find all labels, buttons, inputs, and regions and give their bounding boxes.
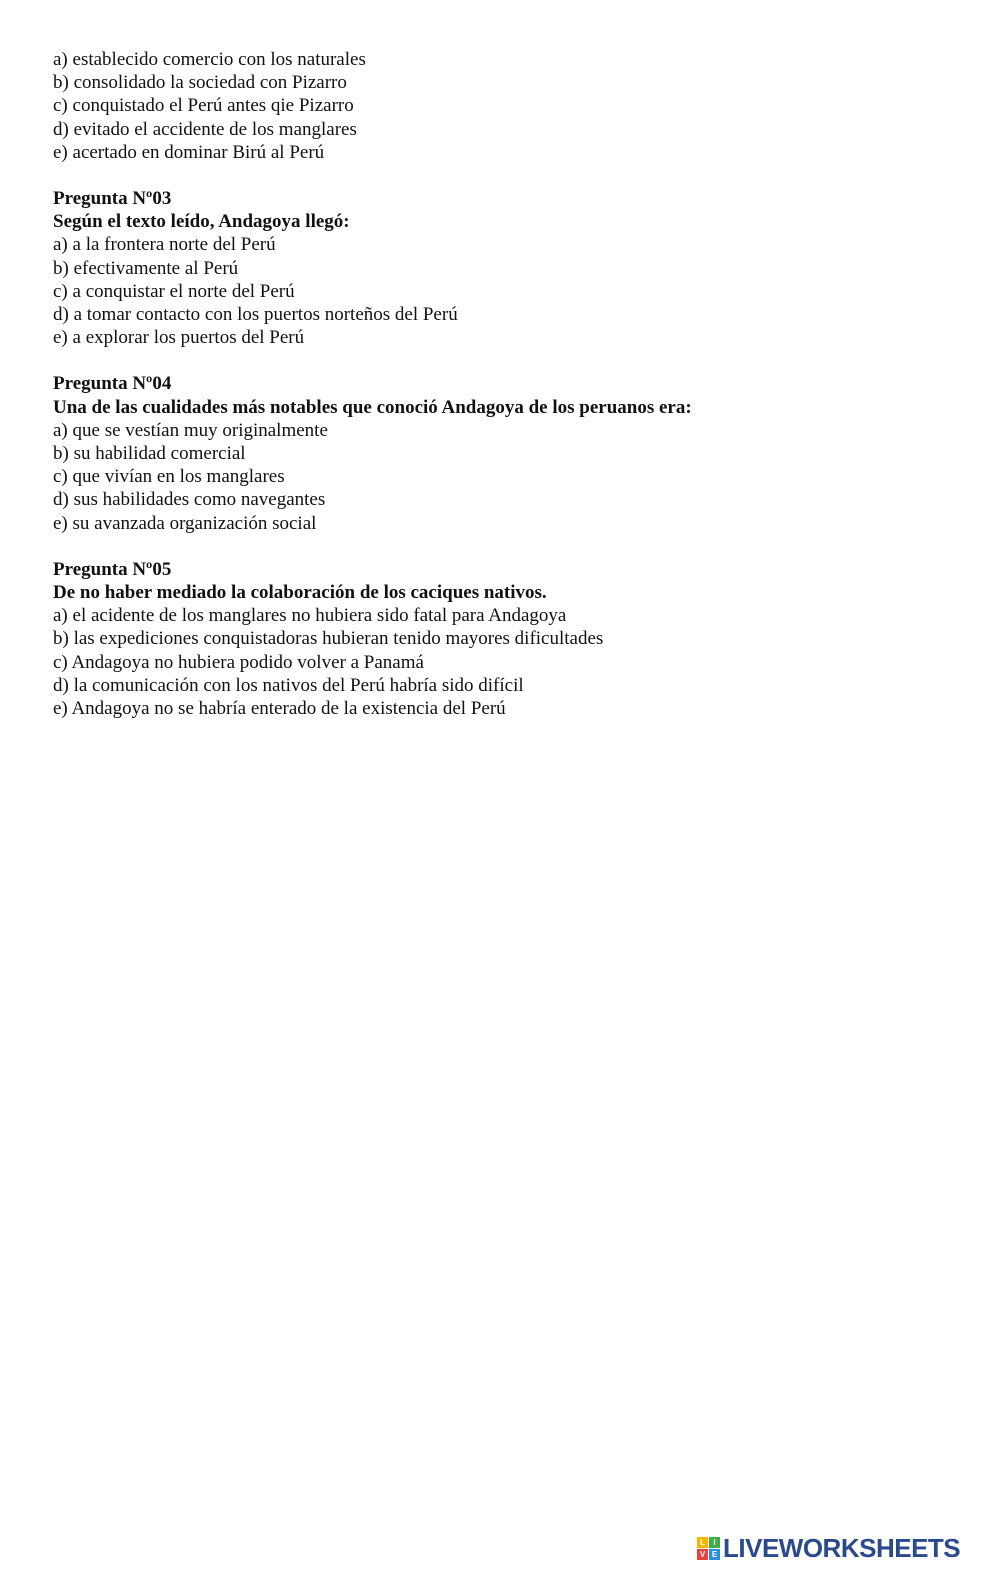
question-title: Pregunta Nº03 bbox=[53, 188, 172, 210]
logo-mark-cell: L bbox=[697, 1537, 708, 1548]
option-b: b) consolidado la sociedad con Pizarro bbox=[53, 72, 347, 94]
option-e: e) Andagoya no se habría enterado de la existencia del Perú bbox=[53, 698, 506, 720]
question-prompt: Una de las cualidades más notables que conoció Andagoya de los peruanos era: bbox=[53, 396, 692, 418]
option-a: a) a la frontera norte del Perú bbox=[53, 234, 276, 256]
option-c: c) conquistado el Perú antes qie Pizarro bbox=[53, 95, 354, 117]
liveworksheets-logo bbox=[697, 1534, 960, 1562]
option-a: a) el acidente de los manglares no hubiera sido fatal para Andagoya bbox=[53, 605, 567, 627]
logo-mark-cell: E bbox=[709, 1549, 720, 1560]
question-03 bbox=[53, 187, 953, 349]
option-d: d) a tomar contacto con los puertos norteños del Perú bbox=[53, 304, 458, 326]
option-c: c) que vivían en los manglares bbox=[53, 466, 285, 488]
logo-text: LIVEWORKSHEETS bbox=[723, 1533, 961, 1563]
continuation-options bbox=[53, 48, 953, 164]
option-d: d) sus habilidades como navegantes bbox=[53, 489, 326, 511]
option-d: d) evitado el accidente de los manglares bbox=[53, 118, 357, 140]
option-c: c) a conquistar el norte del Perú bbox=[53, 280, 295, 302]
question-prompt: De no haber mediado la colaboración de los caciques nativos. bbox=[53, 582, 547, 604]
option-e: e) a explorar los puertos del Perú bbox=[53, 327, 305, 349]
worksheet-page bbox=[53, 48, 953, 720]
question-prompt: Según el texto leído, Andagoya llegó: bbox=[53, 211, 350, 233]
logo-mark-cell: V bbox=[697, 1549, 708, 1560]
option-d: d) la comunicación con los nativos del Perú habría sido difícil bbox=[53, 674, 524, 696]
question-title: Pregunta Nº05 bbox=[53, 558, 172, 580]
option-e: e) su avanzada organización social bbox=[53, 512, 317, 534]
option-b: b) efectivamente al Perú bbox=[53, 257, 239, 279]
option-a: a) establecido comercio con los naturales bbox=[53, 49, 366, 70]
question-title: Pregunta Nº04 bbox=[53, 373, 172, 395]
question-05 bbox=[53, 558, 953, 720]
question-04 bbox=[53, 372, 953, 534]
option-b: b) su habilidad comercial bbox=[53, 443, 246, 465]
option-b: b) las expediciones conquistadoras hubieran tenido mayores dificultades bbox=[53, 628, 604, 650]
option-a: a) que se vestían muy originalmente bbox=[53, 419, 328, 441]
logo-mark-icon bbox=[697, 1537, 720, 1560]
option-e: e) acertado en dominar Birú al Perú bbox=[53, 141, 325, 163]
option-c: c) Andagoya no hubiera podido volver a Panamá bbox=[53, 651, 424, 673]
logo-mark-cell: I bbox=[709, 1537, 720, 1548]
